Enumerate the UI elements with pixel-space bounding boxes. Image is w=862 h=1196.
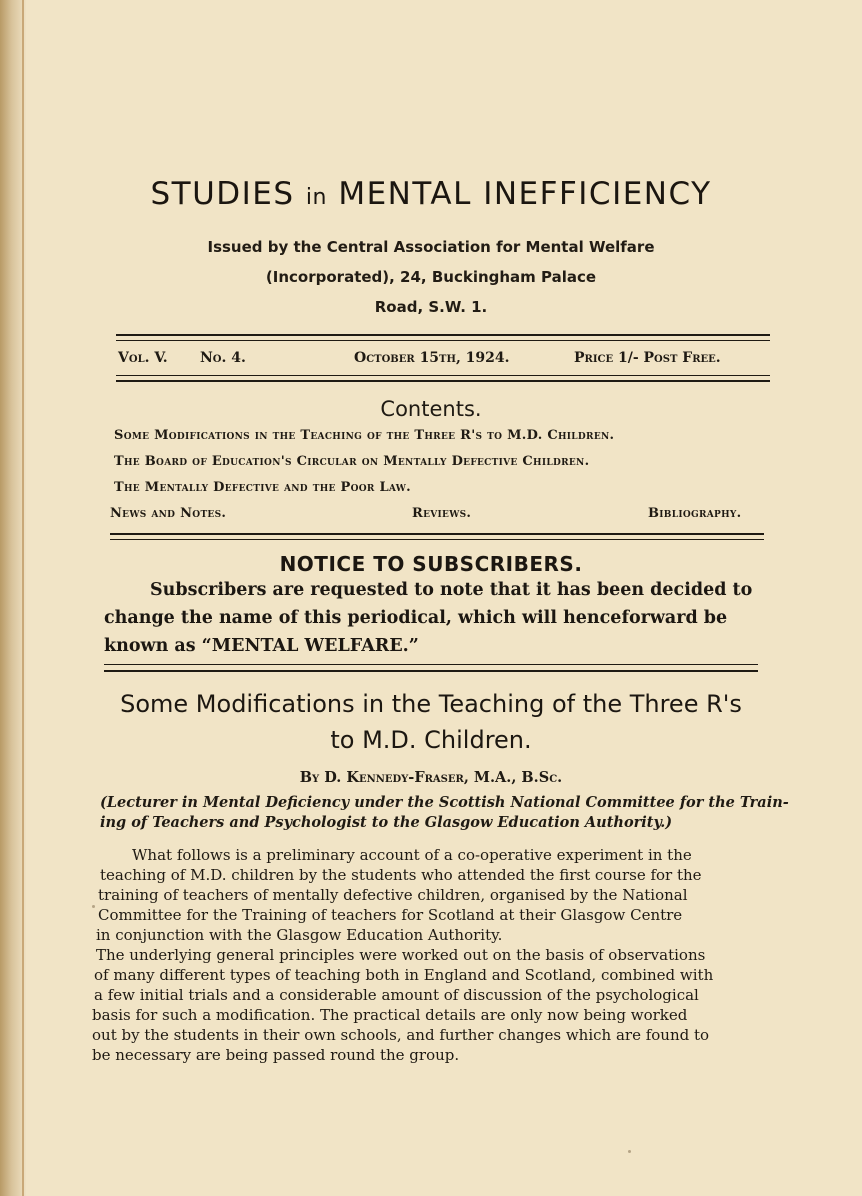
rule-mid-2 [116, 380, 770, 382]
article-title-line-1: Some Modifications in the Teaching of the Three R's [120, 690, 742, 718]
body-line-10: out by the students in their own schools, and further changes which are found to [92, 1026, 710, 1044]
article-byline: By D. Kennedy-Fraser, M.A., B.Sc. [299, 769, 563, 786]
toc-reviews: Reviews. [412, 506, 472, 521]
article-title-line-2: to M.D. Children. [330, 726, 532, 754]
toc-news-and-notes: News and Notes. [110, 506, 227, 521]
body-line-8: a few initial trials and a considerable amount of discussion of the psychological [94, 986, 699, 1004]
rule-notice-1 [104, 664, 758, 665]
journal-title-in: in [305, 185, 327, 210]
issuer-line-2: (Incorporated), 24, Buckingham Palace [265, 268, 597, 286]
notice-line-1: Subscribers are requested to note that it has been decided to [150, 580, 753, 600]
issue-volume: Vol. V. [118, 350, 168, 366]
rule-contents-2 [110, 539, 764, 540]
contents-heading: Contents. [380, 397, 482, 421]
body-line-7: of many different types of teaching both in England and Scotland, combined with [94, 966, 714, 984]
body-line-3: training of teachers of mentally defective children, organised by the National [98, 886, 688, 904]
toc-bibliography: Bibliography. [648, 506, 742, 521]
body-line-1: What follows is a preliminary account of a co-operative experiment in the [132, 846, 692, 864]
rule-contents-1 [110, 533, 764, 535]
issue-bar [118, 350, 758, 372]
journal-title-part2: MENTAL INEFFICIENCY [326, 176, 712, 212]
journal-title-part1: STUDIES [150, 176, 306, 212]
toc-item-2: The Board of Education's Circular on Mentally Defective Children. [114, 454, 590, 469]
body-line-11: be necessary are being passed round the group. [92, 1046, 460, 1064]
body-line-6: The underlying general principles were worked out on the basis of observations [96, 946, 706, 964]
body-line-4: Committee for the Training of teachers for Scotland at their Glasgow Centre [98, 906, 683, 924]
notice-heading: NOTICE TO SUBSCRIBERS. [279, 552, 583, 576]
issue-price: Price 1/- Post Free. [574, 350, 721, 366]
issue-number: No. 4. [200, 350, 246, 366]
issuer-line-1: Issued by the Central Association for Mental Welfare [207, 238, 655, 256]
paper-speck [92, 905, 95, 908]
notice-line-3: known as “MENTAL WELFARE.” [104, 636, 419, 656]
issuer-line-3: Road, S.W. 1. [374, 298, 488, 316]
paper-speck [628, 1150, 631, 1153]
rule-mid-1 [116, 375, 770, 376]
body-line-9: basis for such a modification. The practical details are only now being worked [92, 1006, 688, 1024]
rule-top-2 [116, 340, 770, 341]
toc-item-1: Some Modifications in the Teaching of the Three R's to M.D. Children. [114, 428, 615, 443]
affiliation-line-2: ing of Teachers and Psychologist to the Glasgow Education Authority.) [100, 814, 673, 831]
rule-top-1 [116, 334, 770, 336]
journal-title [0, 176, 862, 212]
notice-line-2: change the name of this periodical, which will henceforward be [104, 608, 728, 628]
affiliation-line-1: (Lecturer in Mental Deficiency under the Scottish National Committee for the Train- [100, 794, 789, 811]
rule-notice-2 [104, 670, 758, 672]
issue-date: October 15th, 1924. [354, 350, 510, 366]
body-line-5: in conjunction with the Glasgow Education Authority. [96, 926, 503, 944]
body-line-2: teaching of M.D. children by the students who attended the first course for the [100, 866, 702, 884]
toc-item-3: The Mentally Defective and the Poor Law. [114, 480, 411, 495]
